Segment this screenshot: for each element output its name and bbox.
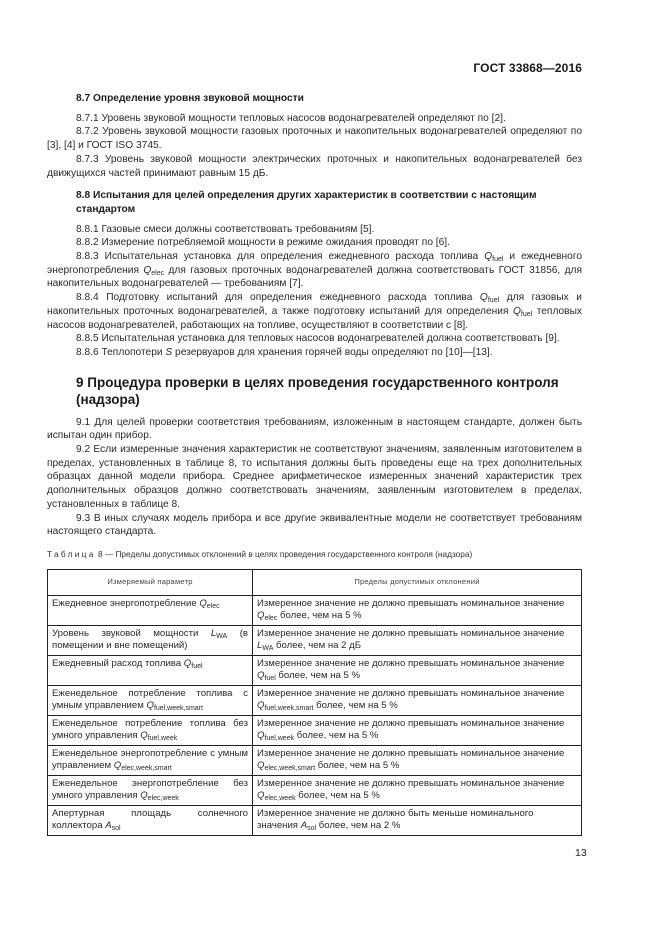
- limit-cell: Измеренное значение не должно превышать номинальное значение $Q_{elec,week}$ более, чем на 5 %: [253, 775, 582, 805]
- limit-cell: Измеренное значение не должно превышать номинальное значение $Q_{fuel,week}$ более, чем на 5 %: [253, 715, 582, 745]
- parameter-cell: Апертурная площадь солнечного коллектора $A_{sol}$: [48, 805, 253, 835]
- column-header-limits: Пределы допустимых отклонений: [253, 569, 582, 595]
- paragraph-8-8-2: 8.8.2 Измерение потребляемой мощности в режиме ожидания проводят по [6].: [76, 237, 450, 249]
- column-header-parameter: Измеряемый параметр: [48, 569, 253, 595]
- paragraph-8-8-4: 8.8.4 Подготовку испытаний для определения ежедневного расхода топлива $Q_{fuel}$ для газовых и накопительных проточных водонагревателей, а также подготовку испытаний для определения $Q_{fuel}$ тепловых насосов водонагревателей, работающих на топливе, осуществляют в соответствии с [8].: [47, 292, 582, 331]
- paragraph-9-2: 9.2 Если измеренные значения характеристик не соответствуют значениям, заявленным изготовителем в пределах, установленных в таблице 8, то испытания должны быть проведены еще на трех дополнительных образцах данной модели прибора. Среднее арифметическое измеренных значений характеристик трех дополнительных образцов должно соответствовать значениям, заявленным изготовителем в пределах, установленных в таблице 8.: [47, 444, 582, 510]
- table-row: [48, 685, 582, 715]
- page-body: [47, 92, 582, 836]
- table-row: [48, 805, 582, 835]
- parameter-cell: Еженедельное энергопотребление без умного управления $Q_{elec,week}$: [48, 775, 253, 805]
- table-row: [48, 595, 582, 625]
- paragraph-8-7-2: 8.7.2 Уровень звуковой мощности газовых проточных и накопительных водонагревателей определяют по [3], [4] и ГОСТ ISO 3745.: [47, 126, 582, 152]
- section-9-title: 9 Процедура проверки в целях проведения государственного контроля (надзора): [76, 374, 559, 407]
- paragraph-8-8-5: 8.8.5 Испытательная установка для тепловых насосов водонагревателей должна соответствовать [9].: [76, 333, 560, 345]
- parameter-cell: Еженедельное энергопотребление с умным управлением $Q_{elec,week,smart}$: [48, 745, 253, 775]
- parameter-cell: Ежедневное энергопотребление $Q_{elec}$: [48, 595, 253, 625]
- section-8-8-title: 8.8 Испытания для целей определения других характеристик в соответствии с настоящим стандартом: [76, 190, 537, 215]
- table-row: [48, 715, 582, 745]
- parameter-cell: Еженедельное потребление топлива с умным управлением $Q_{fuel,week,smart}$: [48, 685, 253, 715]
- limit-cell: Измеренное значение не должно превышать номинальное значение $Q_{elec}$ более, чем на 5 %: [253, 595, 582, 625]
- limit-cell: Измеренное значение не должно превышать номинальное значение $L_{WA}$ более, чем на 2 дБ: [253, 625, 582, 655]
- paragraph-8-8-3: 8.8.3 Испытательная установка для определения ежедневного расхода топлива $Q_{fuel}$ и ежедневного энергопотребления $Q_{elec}$ для газовых проточных водонагревателей должна соответствовать ГОСТ 31856, для накопительных водонагревателей — требованиям [7].: [47, 251, 582, 290]
- section-8-7-title: 8.7 Определение уровня звуковой мощности: [76, 93, 304, 104]
- table-row: [48, 625, 582, 655]
- table-8-caption: Таблица 8 — Пределы допустимых отклонений в целях проведения государственного контроля (надзора): [47, 548, 473, 559]
- document-standard-id: ГОСТ 33868—2016: [473, 61, 582, 75]
- paragraph-8-7-3: 8.7.3 Уровень звуковой мощности электрических проточных и накопительных водонагревателей без движущихся частей принимают равным 15 дБ.: [47, 153, 582, 179]
- parameter-cell: Еженедельное потребление топлива без умного управления $Q_{fuel,week}$: [48, 715, 253, 745]
- limit-cell: Измеренное значение не должно превышать номинальное значение $Q_{fuel,week,smart}$ более, чем на 5 %: [253, 685, 582, 715]
- limit-cell: Измеренное значение не должно превышать номинальное значение $Q_{elec,week,smart}$ более, чем на 5 %: [253, 745, 582, 775]
- paragraph-8-8-1: 8.8.1 Газовые смеси должны соответствовать требованиям [5].: [76, 223, 375, 235]
- table-row: [48, 775, 582, 805]
- paragraph-8-8-6: 8.8.6 Теплопотери S резервуаров для хранения горячей воды определяют по [10]—[13].: [76, 346, 493, 358]
- paragraph-9-3: 9.3 В иных случаях модель прибора и все другие эквивалентные модели не соответствует требованиям настоящего стандарта.: [47, 512, 582, 538]
- table-header-row: [48, 569, 582, 595]
- paragraph-8-7-1: 8.7.1 Уровень звуковой мощности тепловых насосов водонагревателей определяют по [2].: [76, 112, 506, 124]
- table-8-deviation-limits: [47, 569, 582, 836]
- paragraph-9-1: 9.1 Для целей проверки соответствия требованиям, изложенным в настоящем стандарте, должен быть испытан один прибор.: [47, 416, 582, 442]
- limit-cell: Измеренное значение не должно превышать номинальное значение $Q_{fuel}$ более, чем на 5 %: [253, 655, 582, 685]
- parameter-cell: Уровень звуковой мощности $L_{WA}$ (в помещении и вне помещений): [48, 625, 253, 655]
- parameter-cell: Ежедневный расход топлива $Q_{fuel}$: [48, 655, 253, 685]
- limit-cell: Измеренное значение не должно быть меньше номинального значения $A_{sol}$ более, чем на 2 %: [253, 805, 582, 835]
- table-row: [48, 655, 582, 685]
- page-number: 13: [575, 847, 587, 859]
- table-row: [48, 745, 582, 775]
